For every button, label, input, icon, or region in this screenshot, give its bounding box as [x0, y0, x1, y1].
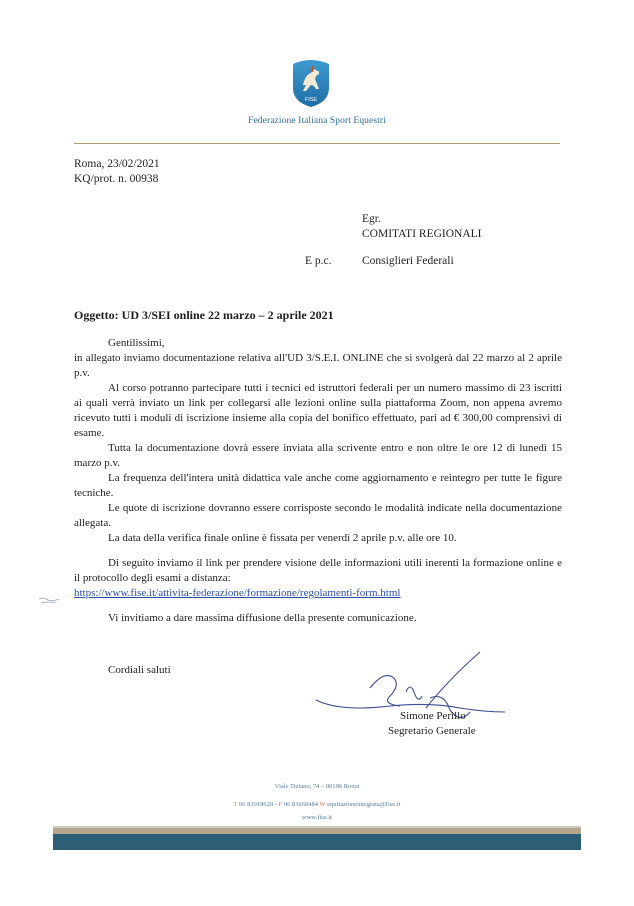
footer-email[interactable]: equitazioneintegrata@fise.it [327, 801, 401, 808]
footer-website[interactable]: www.fise.it [302, 814, 332, 821]
date-block [74, 157, 160, 187]
protocol-line: KQ/prot. n. 00938 [74, 173, 159, 185]
letter-body [74, 336, 562, 626]
paragraph-1: in allegato inviamo documentazione relativa all'UD 3/S.E.I. ONLINE che si svolgerà dal 22 marzo al 2 aprile p.v. [74, 352, 562, 379]
paragraph-2: Al corso potranno partecipare tutti i tecnici ed istruttori federali per un numero massimo di 23 iscritti ai quali verrà inviato un link per collegarsi alle lezioni online sulla piattaforma Zoom, non appena avremo ricevuto tutti i moduli di iscrizione insieme alla copia del bonifico effettuato, pari ad € 300,00 comprensivi di esame. [74, 382, 562, 439]
paragraph-5: Le quote di iscrizione dovranno essere corrisposte secondo le modalità indicate nella documentazione allegata. [74, 502, 562, 529]
footer-band-bottom [53, 834, 581, 850]
epc-label: E p.c. [305, 255, 332, 267]
header-divider [74, 143, 560, 144]
margin-mark-icon [38, 594, 60, 606]
salutation: Egr. [362, 213, 381, 225]
closing-regards: Cordiali saluti [108, 664, 171, 676]
footer-address: Viale Tiziano, 74 – 00196 Roma [274, 783, 360, 790]
signer-role: Segretario Generale [388, 725, 476, 737]
subject-line: Oggetto: UD 3/SEI online 22 marzo – 2 aprile 2021 [74, 308, 334, 322]
regulations-link[interactable]: https://www.fise.it/attivita-federazione/formazione/regolamenti-form.html [74, 587, 401, 599]
paragraph-4: La frequenza dell'intera unità didattica vale anche come aggiornamento e reintegro per tutte le figure tecniche. [74, 472, 562, 499]
paragraph-6: La data della verifica finale online è fissata per venerdì 2 aprile p.v. alle ore 10. [108, 532, 457, 544]
tel-number: 06 83918628 [239, 801, 274, 808]
web-label: W [319, 801, 326, 808]
footer-contacts: T 06 83918628 - F 06 83668484 W equitazioneintegrata@fise.it [233, 801, 401, 808]
greeting: Gentilissimi, [108, 337, 165, 349]
date-line: Roma, 23/02/2021 [74, 158, 160, 170]
recipient-block [362, 212, 482, 242]
tel-label: T [233, 801, 238, 808]
fax-label: F [278, 801, 283, 808]
epc-recipient: Consiglieri Federali [362, 255, 454, 267]
fise-logo-icon [289, 58, 333, 108]
org-name: Federazione Italiana Sport Equestri [248, 116, 386, 126]
signer-name: Simone Perillo [400, 710, 466, 722]
paragraph-7: Di seguito inviamo il link per prendere visione delle informazioni utili inerenti la formazione online e il protocollo degli esami a distanza: [74, 557, 562, 584]
paragraph-8: Vi invitiamo a dare massima diffusione della presente comunicazione. [108, 612, 417, 624]
primary-recipient: COMITATI REGIONALI [362, 228, 482, 240]
fax-number: 06 83668484 [283, 801, 318, 808]
logo-text: FISE [304, 97, 318, 103]
paragraph-3: Tutta la documentazione dovrà essere inviata alla scrivente entro e non oltre le ore 12 di lunedì 15 marzo p.v. [74, 442, 562, 469]
